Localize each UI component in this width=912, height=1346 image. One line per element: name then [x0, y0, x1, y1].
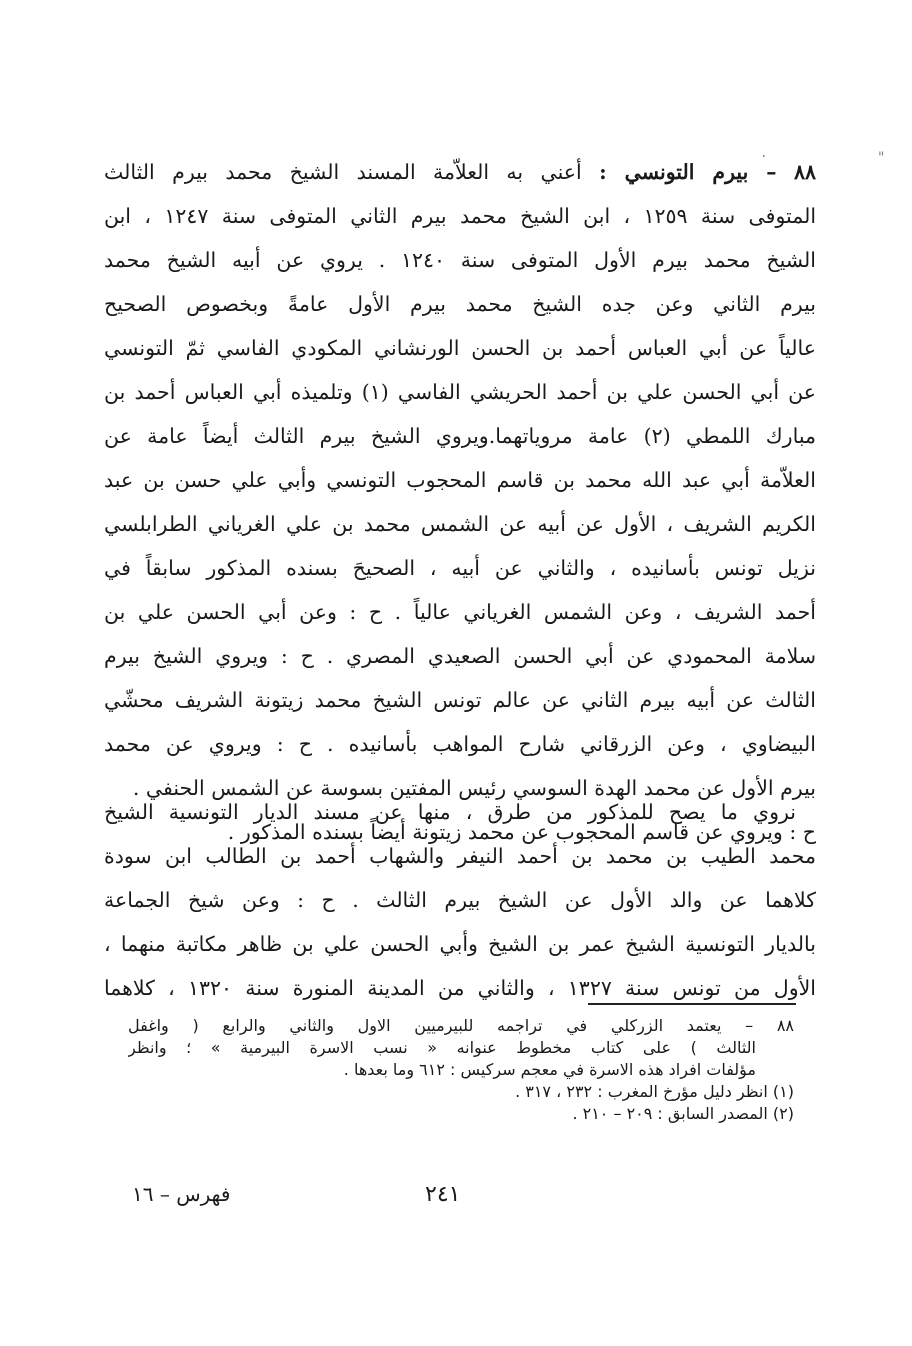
entry-line: نزيل تونس بأسانيده ، والثاني عن أبيه ، الصحيحَ بسنده المذكور سابقاً في	[104, 556, 816, 580]
entry-line: مبارك اللمطي (٢) عامة مروياتهما.ويروي الشيخ بيرم الثالث أيضاً عامة عن	[104, 424, 816, 448]
chain-paragraph	[104, 790, 816, 1010]
footnote-line: مؤلفات افراد هذه الاسرة في معجم سركيس : ٦١٢ وما بعدها .	[343, 1060, 756, 1079]
entry-line: العلاّمة أبي عبد الله محمد بن قاسم المحجوب التونسي وأبي علي حسن بن عبد	[104, 468, 816, 492]
entry-line: سلامة المحمودي عن أبي الحسن الصعيدي المصري . ح : ويروي الشيخ بيرم	[104, 644, 816, 668]
footnote-line: (٢) المصدر السابق : ٢٠٩ – ٢١٠ .	[572, 1104, 794, 1123]
print-speck: "	[878, 150, 885, 166]
footnote-line: ٨٨ – يعتمد الزركلي في تراجمه للبيرميين الاول والثاني والرابع ( واغفل	[128, 1016, 794, 1035]
entry-line: الكريم الشريف ، الأول عن أبيه عن الشمس محمد بن علي الغرياني الطرابلسي	[104, 512, 816, 536]
footnote-separator	[588, 1003, 796, 1005]
entry-line: ح : ويروي عن قاسم المحجوب عن محمد زيتونة أيضاً بسنده المذكور .	[227, 820, 816, 844]
entry-line: المتوفى سنة ١٢٥٩ ، ابن الشيخ محمد بيرم الثاني المتوفى سنة ١٢٤٧ ، ابن	[104, 204, 816, 228]
footnotes	[128, 1015, 794, 1125]
entry-line: الثالث عن أبيه بيرم الثاني عن عالم تونس الشيخ محمد زيتونة الشريف محشّي	[104, 688, 816, 712]
entry-number: ٨٨	[793, 160, 816, 184]
footnote-line: الثالث ) على كتاب مخطوط عنوانه « نسب الاسرة البيرمية » ؛ وانظر	[128, 1038, 756, 1057]
entry-line: عالياً عن أبي العباس أحمد بن الحسن الورنشاني المكودي الفاسي ثمّ التونسي	[104, 336, 816, 360]
page-number: ٢٤١	[425, 1182, 461, 1207]
chain-line: محمد الطيب بن محمد بن أحمد النيفر والشهاب أحمد بن الطالب ابن سودة	[104, 844, 816, 868]
chain-line: الأول من تونس سنة ١٣٢٧ ، والثاني من المدينة المنورة سنة ١٣٢٠ ، كلاهما	[104, 976, 816, 1000]
footnote-line: (١) انظر دليل مؤرخ المغرب : ٢٣٢ ، ٣١٧ .	[515, 1082, 794, 1101]
chain-line: بالديار التونسية الشيخ عمر بن الشيخ وأبي الحسن علي بن ظاهر مكاتبة منهما ،	[104, 932, 816, 956]
entry-line: عن أبي الحسن علي بن أحمد الحريشي الفاسي (١) وتلميذه أبي العباس أحمد بن	[104, 380, 816, 404]
signature-mark: فهرس – ١٦	[132, 1182, 231, 1206]
entry-line: بيرم الثاني وعن جده الشيخ محمد بيرم الأول عامةً وبخصوص الصحيح	[104, 292, 816, 316]
entry-line-first: ٨٨ – بيرم التونسي : أعني به العلاّمة المسند الشيخ محمد بيرم الثالث	[104, 160, 816, 184]
entry-line: البيضاوي ، وعن الزرقاني شارح المواهب بأسانيده . ح : ويروي عن محمد	[104, 732, 816, 756]
entry-line: أحمد الشريف ، وعن الشمس الغرياني عالياً . ح : وعن أبي الحسن علي بن	[104, 600, 816, 624]
print-speck: ٠	[760, 148, 768, 164]
entry-title: بيرم التونسي :	[599, 160, 749, 184]
chain-line: كلاهما عن والد الأول عن الشيخ بيرم الثالث . ح : وعن شيخ الجماعة	[104, 888, 816, 912]
entry-line: بيرم الأول عن محمد الهدة السوسي رئيس المفتين بسوسة عن الشمس الحنفي .	[132, 776, 816, 800]
entry-line: أعني به العلاّمة المسند الشيخ محمد بيرم الثالث	[104, 160, 582, 184]
entry-paragraph	[104, 150, 816, 854]
chain-line: نروي ما يصح للمذكور من طرق ، منها عن مسند الديار التونسية الشيخ	[104, 800, 796, 824]
entry-line: الشيخ محمد بيرم الأول المتوفى سنة ١٢٤٠ . يروي عن أبيه الشيخ محمد	[104, 248, 816, 272]
